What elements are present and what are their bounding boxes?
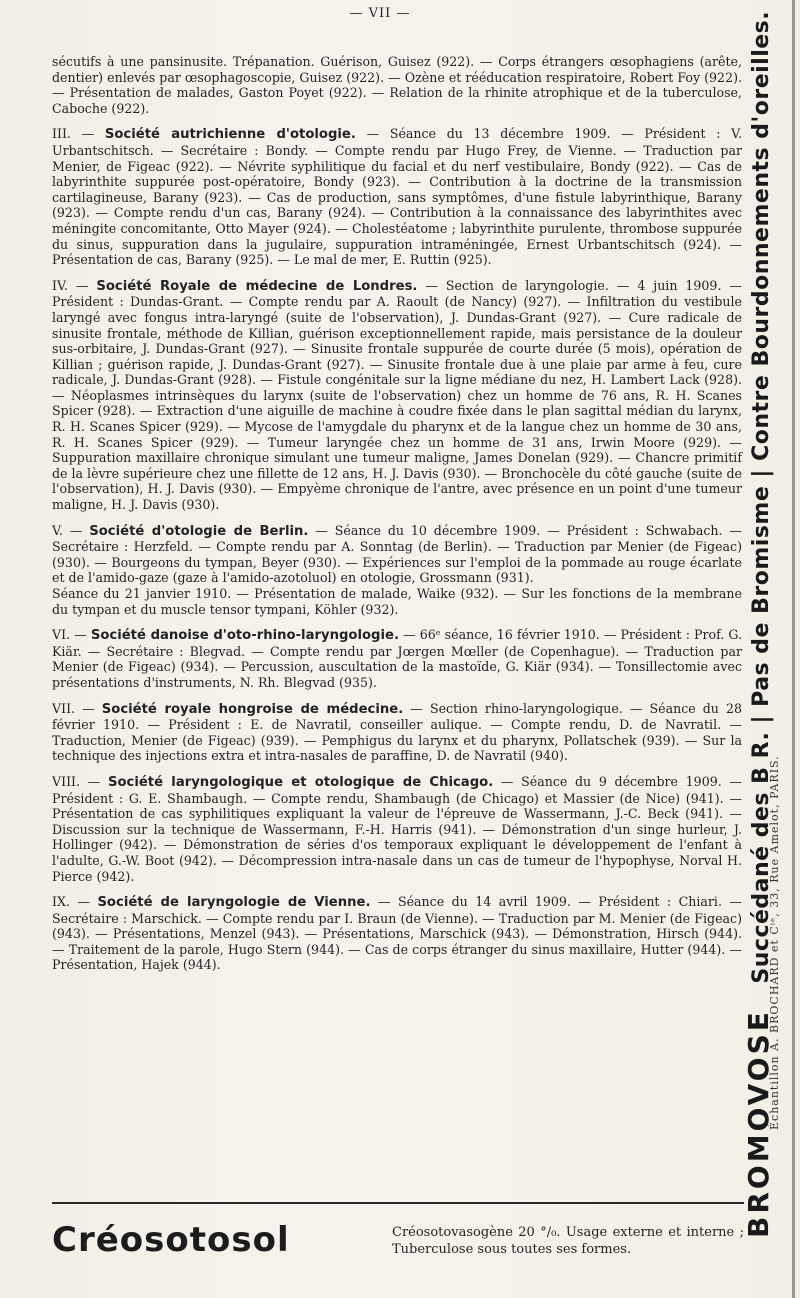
section-v-extra: Séance du 21 janvier 1910. — Présentation de malade, Waike (932). — Sur les fonctions de la membrane du tympan et du muscle tensor tympani, Köhler (932). [52, 586, 742, 617]
side-brand: BROMOVOSE [742, 1009, 775, 1238]
section-number: VIII. — [52, 773, 101, 789]
page-number: — VII — [349, 6, 411, 21]
section-title: Société laryngologique et otologique de Chicago. [107, 774, 494, 790]
section-title: Société autrichienne d'otologie. [104, 127, 356, 143]
advertisement [52, 1220, 744, 1270]
section-body: — Section de laryngologie. — 4 juin 1909. — Président : Dundas-Grant. — Compte rendu par A. Raoult (de Nancy) (927). — Infiltration du vestibule laryngé avec fongus intra-laryngé (suite de l'observation), J. Dundas-Grant (927). — Cure radicale de sinusite frontale, méthode de Killian, guérison exceptionnellement rapide, mais persistance de la douleur sus-orbitaire, J. Dundas-Grant (927). — Sinusite frontale suppurée de courte durée (5 mois), opération de Killian ; guérison rapide, J. Dundas-Grant (927). — Sinusite frontale due à une plaie par arme à feu, cure radicale, J. Dundas-Grant (928). — Fistule congénitale sur la ligne médiane du nez, H. Lambert Lack (928). — Néoplasmes intrinsèques du larynx (suite de l'observation) chez un homme de 76 ans, R. H. Scanes Spicer (928). — Extraction d'une aiguille de machine à coudre fixée dans le plan sagittal médian du larynx, R. H. Scanes Spicer (929). — Mycose de l'amygdale du pharynx et de la langue chez un homme de 30 ans, R. H. Scanes Spicer (929). — Tumeur laryngée chez un homme de 31 ans, Irwin Moore (929). — Suppuration maxillaire chronique simulant une tumeur maligne, James Donelan (929). — Chancre primitif de la lèvre supérieure chez une fillette de 12 ans, H. J. Davis (930). — Bronchocèle du côté gauche (suite de l'observation), H. J. Davis (930). — Empyème chronique de l'antre, avec présence en un point d'une tumeur maligne, H. J. Davis (930). [52, 277, 742, 513]
section-number: IV. — [52, 277, 89, 293]
side-slogan: Succédané des B R. | Pas de Bromisme | Contre Bourdonnements d'oreilles. [749, 10, 774, 984]
section-number: V. — [52, 522, 83, 538]
section-title: Société de laryngologie de Vienne. [97, 895, 371, 911]
section-body: — Section rhino-laryngologique. — Séance du 28 février 1910. — Président : E. de Navratil, conseiller aulique. — Compte rendu, D. de Navratil. — Traduction, Menier (de Figeac) (939). — Pemphigus du larynx et du pharynx, Pollatschek (939). — Sur la technique des injections extra et intra-nasales de paraffine, D. de Navratil (940). [52, 700, 743, 764]
section-title: Société danoise d'oto-rhino-laryngologie. [90, 628, 399, 644]
section-ix [52, 894, 742, 973]
section-vi [52, 627, 742, 690]
section-number: VI. — [52, 627, 87, 643]
text-column [52, 54, 742, 983]
section-body: — Séance du 13 décembre 1909. — Président : V. Urbantschitsch. — Secrétaire : Bondy. — Compte rendu par Hugo Frey, de Vienne. — Traduction par Menier, de Figeac (922). — Névrite syphilitique du facial et du nerf vestibulaire, Bondy (922). — Cas de labyrinthite suppurée post-opératoire, Bondy (923). — Contribution à la doctrine de la transmission cartilagineuse, Barany (923). — Cas de production, sans symptômes, d'une fistule labyrinthique, Barany (923). — Compte rendu d'un cas, Barany (924). — Contribution à la connaissance des labyrinthites avec méningite concomitante, Otto Mayer (924). — Cholestéatome ; labyrinthite purulente, thrombose suppurée du sinus, suppuration dans la jugulaire, suppuration intraméningée, Ernest Urbantschitsch (924). — Présentation de cas, Barany (925). — Le mal de mer, E. Ruttin (925). [52, 126, 743, 268]
section-viii [52, 774, 742, 884]
section-body: — Séance du 14 avril 1909. — Président : Chiari. — Secrétaire : Marschick. — Compte rendu par I. Braun (de Vienne). — Traduction par M. Menier (de Figeac) (943). — Présentations, Menzel (943). — Présentations, Marschick (943). — Démonstration, Hirsch (944). — Traitement de la parole, Hugo Stern (944). — Cas de corps étranger du sinus maxillaire, Hutter (944). — Présentation, Hajek (944). [52, 894, 742, 973]
section-vii [52, 701, 742, 764]
intro-paragraph: sécutifs à une pansinusite. Trépanation. Guérison, Guisez (922). — Corps étrangers œsophagiens (arête, dentier) enlevés par œsophagoscopie, Guisez (922). — Ozène et rééducation respiratoire, Robert Foy (922). — Présentation de malades, Gaston Poyet (922). — Relation de la rhinite atrophique et de la tuberculose, Caboche (922). [52, 54, 742, 116]
side-address: Échantillon A. BROCHARD et Cⁱᵉ, 33, Rue Amelot, PARIS. [768, 755, 781, 1130]
section-v [52, 523, 742, 586]
section-number: VII. — [52, 700, 95, 716]
section-number: III. — [52, 126, 95, 142]
section-body: — 66ᵉ séance, 16 février 1910. — Président : Prof. G. Kiär. — Secrétaire : Blegvad. — Compte rendu par Jœrgen Mœller (de Copenhague). — Traduction par Menier (de Figeac) (934). — Percussion, auscultation de la mastoïde, G. Kiär (934). — Tonsillectomie avec présentations d'instruments, N. Rh. Blegvad (935). [52, 627, 742, 690]
section-iv [52, 278, 742, 513]
ad-brand: Créosotosol [52, 1220, 290, 1260]
section-iii [52, 126, 742, 267]
section-body: — Séance du 10 décembre 1909. — Président : Schwabach. — Secrétaire : Herzfeld. — Compte rendu par A. Sonntag (de Berlin). — Traduction par Menier (de Figeac) (930). — Bourgeons du tympan, Beyer (930). — Expériences sur l'emploi de la pommade au rouge écarlate et de l'amido-gaze (gaze à l'amido-azotoluol) en otologie, Grossmann (931). [52, 522, 742, 586]
section-title: Société d'otologie de Berlin. [89, 523, 309, 539]
divider-rule [52, 1202, 744, 1204]
section-body: — Séance du 9 décembre 1909. — Président : G. E. Shambaugh. — Compte rendu, Shambaugh (de Chicago) et Massier (de Nice) (941). — Présentation de cas syphilitiques expliquant la valeur de l'épreuve de Wassermann, J.-C. Beck (941). — Discussion sur la technique de Wassermann, F.-H. Harris (941). — Démonstration d'un singe hurleur, J. Hollinger (942). — Démonstration de séries d'os temporaux expliquant le développement de l'enfant à l'adulte, G.-W. Boot (942). — Décompression intra-nasale dans un cas de tumeur de l'hypophyse, Norval H. Pierce (942). [52, 773, 742, 884]
section-title: Société royale hongroise de médecine. [101, 701, 404, 717]
page-edge [792, 0, 795, 1298]
section-title: Société Royale de médecine de Londres. [96, 278, 418, 294]
ad-text: Créosotovasogène 20 °/₀. Usage externe et interne ; Tuberculose sous toutes ses formes. [392, 1225, 744, 1257]
section-number: IX. — [52, 894, 90, 910]
